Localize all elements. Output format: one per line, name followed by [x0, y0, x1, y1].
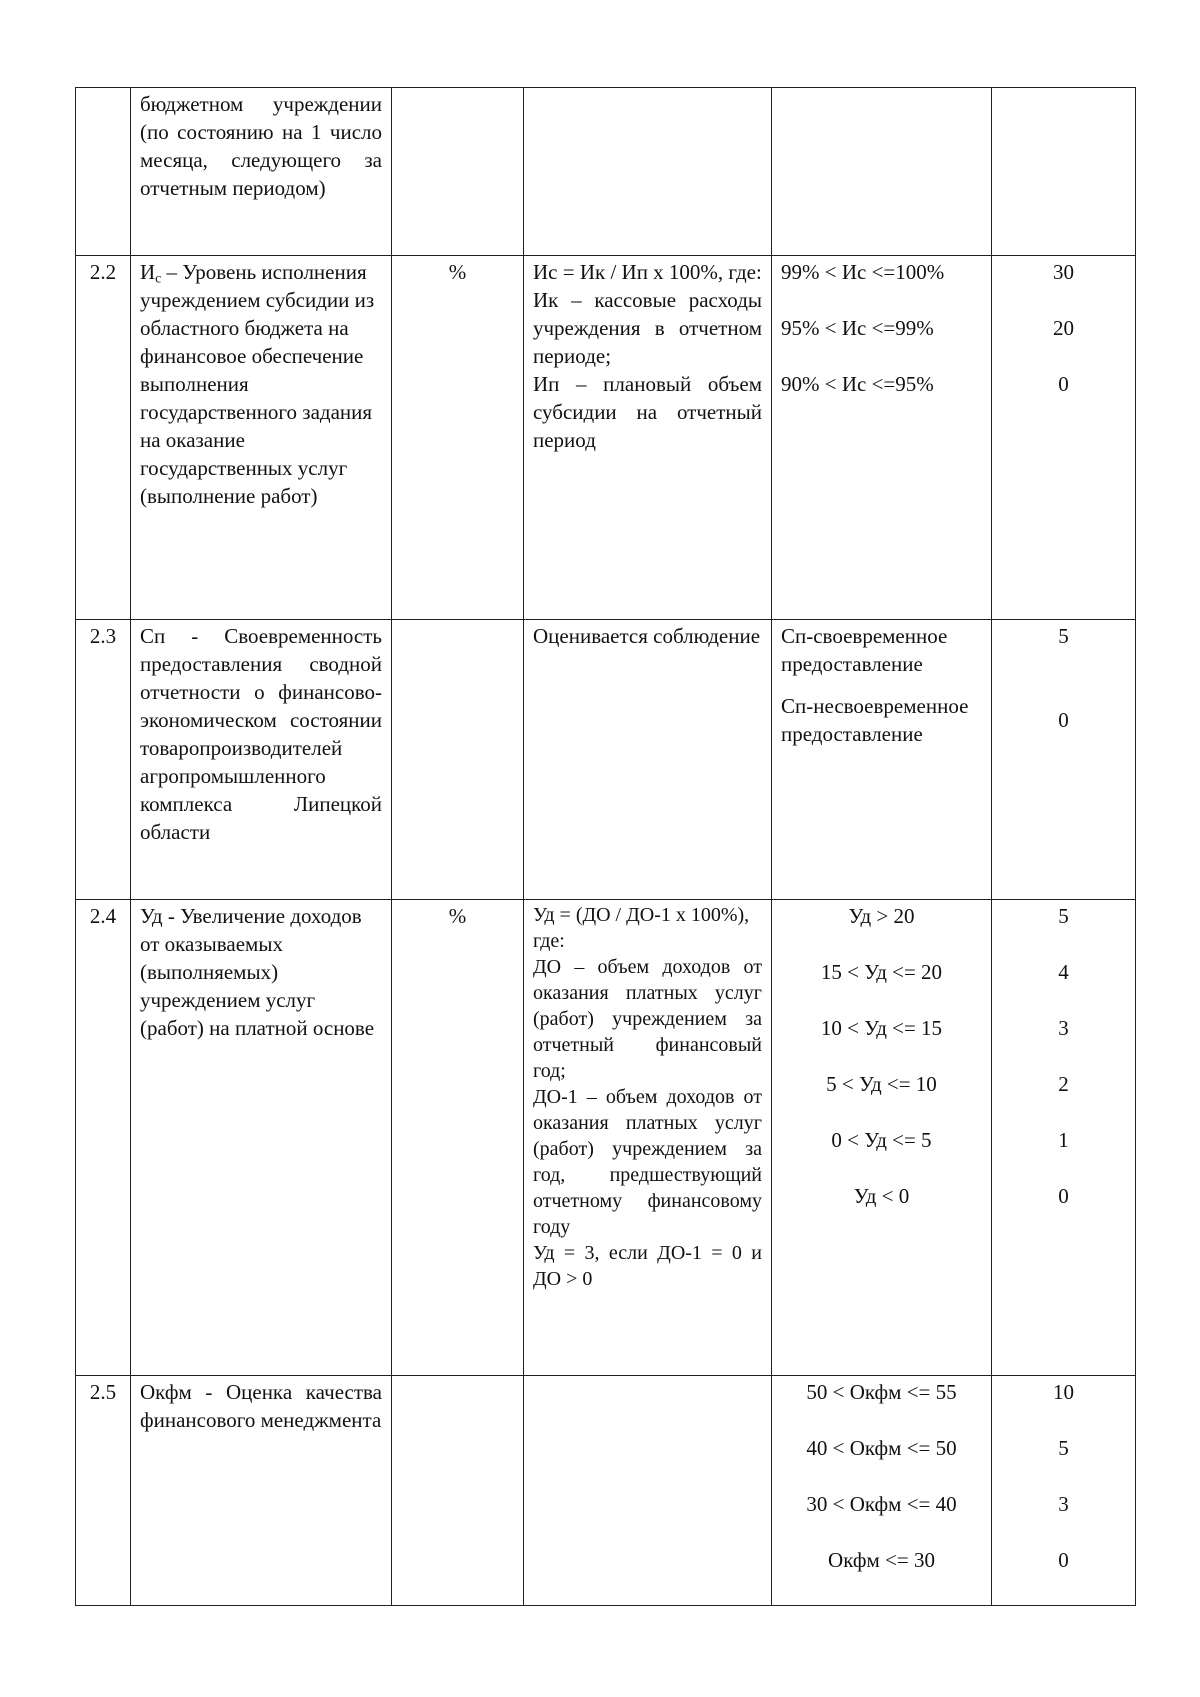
unit-cell: [392, 88, 524, 256]
method-line: Уд = (ДО / ДО-1 х 100%),: [533, 904, 750, 926]
unit-cell: [392, 1376, 524, 1606]
table-row: [76, 256, 1136, 620]
criterion: 40 < Окфм <= 50: [806, 1436, 957, 1460]
criterion: 50 < Окфм <= 55: [806, 1380, 957, 1404]
method-line: ДО-1 – объем доходов от оказания платных услуг (работ) учреждением за год, предшествующий отчетному финансовому году: [533, 1086, 762, 1238]
row-number: 2.3: [76, 620, 131, 900]
score: 0: [1058, 1548, 1069, 1572]
criteria-list: [781, 258, 982, 426]
criteria-table: [75, 87, 1136, 1606]
table-row: [76, 1376, 1136, 1606]
criterion: 5 < Уд <= 10: [826, 1072, 937, 1096]
score: 3: [1058, 1016, 1069, 1040]
score-cell: [992, 620, 1136, 900]
method-cell: [524, 256, 772, 620]
score: 0: [1058, 1184, 1069, 1208]
score: 0: [1058, 372, 1069, 396]
indicator-name-rest: – Уровень исполнения учреждением субсидии из областного бюджета на финансовое обеспечение выполнения государственного задания на оказание государственных услуг (выполнение работ): [140, 260, 375, 508]
indicator-name: бюджетном учреждении (по состоянию на 1 число месяца, следующего за отчетным периодом): [140, 92, 382, 200]
row-number-cell: [76, 88, 131, 256]
criterion: 15 < Уд <= 20: [820, 960, 943, 984]
row-number: 2.2: [76, 256, 131, 620]
score: 10: [1053, 1380, 1074, 1404]
score-list: [1001, 902, 1126, 1238]
method-line: ДО – объем доходов от оказания платных услуг (работ) учреждением за отчетный финансовый год;: [533, 956, 762, 1082]
score: 0: [1058, 708, 1069, 732]
score-list: [1001, 258, 1126, 426]
unit: %: [392, 256, 524, 620]
criterion: Сп-своевременное предоставление: [781, 624, 948, 676]
score-cell: [992, 1376, 1136, 1606]
method-line: где:: [533, 930, 565, 952]
criterion: 95% < Ис <=99%: [781, 316, 934, 340]
indicator-name: Уд - Увеличение доходов от оказываемых (выполняемых) учреждением услуг (работ) на платной основе: [140, 904, 375, 1040]
indicator-name-cell: [131, 88, 392, 256]
score-list: [1001, 1378, 1126, 1602]
indicator-name-cell: [131, 256, 392, 620]
criteria-cell: [772, 1376, 992, 1606]
score-cell: [992, 256, 1136, 620]
criteria-list: [781, 902, 982, 1238]
indicator-name-cell: [131, 1376, 392, 1606]
score: 5: [1058, 624, 1069, 648]
criterion: 10 < Уд <= 15: [820, 1016, 943, 1040]
indicator-var: И: [140, 260, 156, 284]
score: 4: [1058, 960, 1069, 984]
indicator-var-sub: с: [155, 270, 162, 286]
score: 5: [1058, 904, 1069, 928]
method-line: Ис = Ик / Ип х 100%, где:: [533, 260, 762, 284]
unit: %: [392, 900, 524, 1376]
method-line: Уд = 3, если ДО-1 = 0 и ДО > 0: [533, 1242, 762, 1290]
method-cell: [524, 1376, 772, 1606]
criterion: Сп-несвоевременное предоставление: [781, 694, 969, 746]
indicator-name: [140, 258, 382, 510]
indicator-name-cell: [131, 620, 392, 900]
score: 2: [1058, 1072, 1069, 1096]
unit-cell: [392, 620, 524, 900]
criterion: Окфм <= 30: [828, 1548, 935, 1572]
table-row: [76, 620, 1136, 900]
score: 3: [1058, 1492, 1069, 1516]
indicator-name: Сп - Своевременность предоставления сводной отчетности о финансово-экономическом состоянии товаропроизводителей агропромышленного комплекса Липецкой области: [140, 624, 382, 844]
table-row: [76, 900, 1136, 1376]
criterion: Уд > 20: [848, 904, 915, 928]
method-cell: [524, 88, 772, 256]
criteria-list: [781, 1378, 982, 1602]
criterion: 0 < Уд <= 5: [831, 1128, 932, 1152]
method-line: Оценивается соблюдение: [533, 624, 761, 648]
criterion: Уд < 0: [853, 1184, 910, 1208]
row-number: 2.4: [76, 900, 131, 1376]
criterion: 99% < Ис <=100%: [781, 260, 945, 284]
table-row: [76, 88, 1136, 256]
method-cell: [524, 900, 772, 1376]
indicator-name: Окфм - Оценка качества финансового менеджмента: [140, 1380, 382, 1432]
row-number: 2.5: [76, 1376, 131, 1606]
score: 30: [1053, 260, 1074, 284]
score-list: [1001, 622, 1126, 762]
criteria-cell: [772, 256, 992, 620]
criteria-cell: [772, 88, 992, 256]
criteria-cell: [772, 900, 992, 1376]
indicator-name-cell: [131, 900, 392, 1376]
score: 5: [1058, 1436, 1069, 1460]
method-line: Ип – плановый объем субсидии на отчетный период: [533, 372, 762, 452]
method-cell: [524, 620, 772, 900]
score: 1: [1058, 1128, 1069, 1152]
score: 20: [1053, 316, 1074, 340]
score-cell: [992, 88, 1136, 256]
criterion: 90% < Ис <=95%: [781, 372, 934, 396]
method-line: Ик – кассовые расходы учреждения в отчетном периоде;: [533, 288, 762, 368]
criteria-cell: [772, 620, 992, 900]
score-cell: [992, 900, 1136, 1376]
criterion: 30 < Окфм <= 40: [806, 1492, 957, 1516]
